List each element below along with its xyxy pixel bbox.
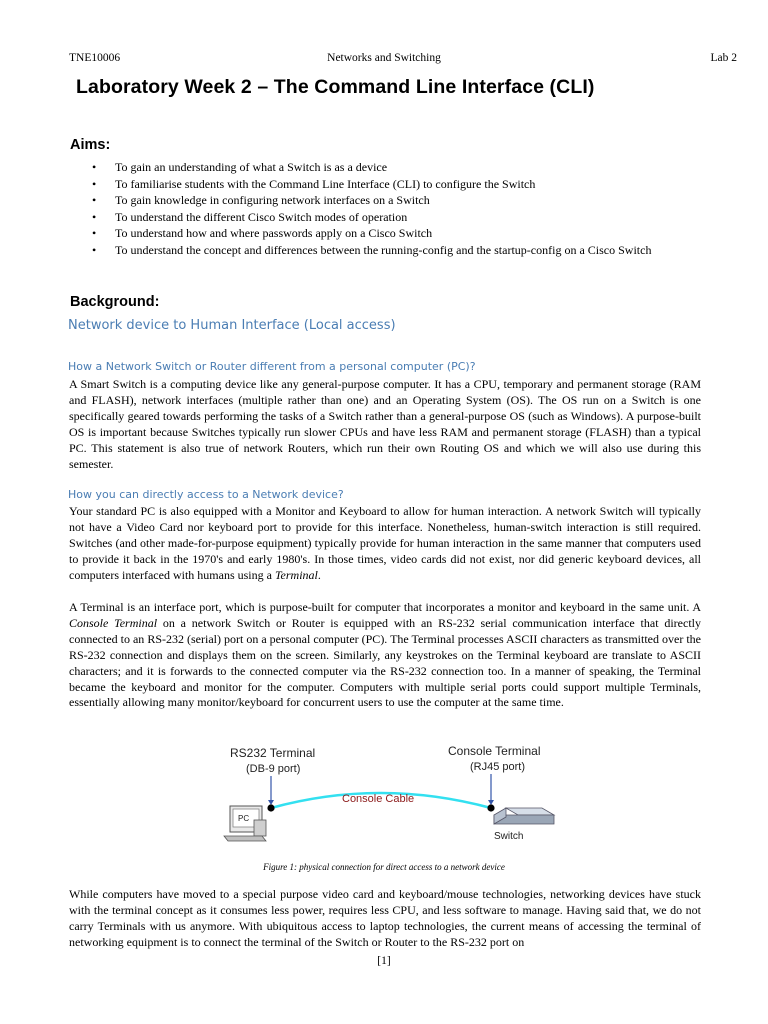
pc-port-dot xyxy=(267,804,274,811)
background-heading: Background: xyxy=(70,294,160,310)
header-course-name: Networks and Switching xyxy=(327,52,441,64)
page-title: Laboratory Week 2 – The Command Line Interface (CLI) xyxy=(76,76,595,98)
right-arrow xyxy=(488,774,494,805)
background-subheading: Network device to Human Interface (Local access) xyxy=(68,318,396,333)
aims-list-item: • To understand the concept and differences between the running-config and the startup-config on a Cisco Switch xyxy=(92,242,652,257)
console-cable-label: Console Cable xyxy=(342,793,415,805)
pc-icon xyxy=(224,806,266,841)
page-number: [1] xyxy=(377,955,391,967)
rj45-label: (RJ45 port) xyxy=(470,761,526,773)
aims-heading: Aims: xyxy=(70,137,111,153)
question-heading-2: How you can directly access to a Network device? xyxy=(68,488,344,501)
console-terminal-label: Console Terminal xyxy=(448,744,541,758)
bullet: • xyxy=(92,209,97,224)
bullet: • xyxy=(92,160,97,174)
paragraph-terminal: A Terminal is an interface port, which is purpose-built for computer that incorporates a monitor and keyboard in the same unit. A Console Terminal on a network Switch or Router is equipped with an RS-232 serial communication interface that directly connected to an RS-232 (serial) port on a personal computer (PC). The Terminal processes ASCII characters as transmitted over the RS-232 connection and displays them on the screen. Similarly, any keystrokes on the Terminal keyboard are translate to ASCII characters; and it is forwards to the connected computer via the RS-232 connection too. In a manner of speaking, the Terminal became the keyboard and monitor for the computer. Computers with multiple serial ports could support multiple Terminals, essentially allowing many monitor/keyboard for concurrent users to use the computer at the same time. xyxy=(69,600,701,710)
pc-label: PC xyxy=(238,814,250,823)
aims-list-item: • To familiarise students with the Command Line Interface (CLI) to configure the Switch xyxy=(92,176,536,191)
paragraph-switch-vs-pc: A Smart Switch is a computing device like any general-purpose computer. It has a CPU, temporary and permanent storage (RAM and FLASH), network interfaces (multiple rather than one) and an Operating System (OS). The OS run on a Switch is one specifically geared towards performing the tasks of a Switch rather than a general-purpose OS (such as Windows). A purpose-built OS is important because Switches typically run slower CPUs and have less RAM and permanent storage (FLASH) than a typical PC. This statement is also true of network Routers, which run their own Routing OS and which we will also use during this semester. xyxy=(69,377,701,471)
aims-list xyxy=(92,159,651,259)
aims-list-item: • To gain an understanding of what a Switch is as a device xyxy=(92,160,388,174)
db9-label: (DB-9 port) xyxy=(246,763,301,775)
paragraph-direct-access: Your standard PC is also equipped with a Monitor and Keyboard to allow for human interaction. A network Switch will typically not have a Video Card nor keyboard port to provide for this interface. Nonetheless, human-switch interaction is still required. Switches (and other made-for-purpose equipment) typically provide for human interaction in the same manner that computers used to provide it back in the 1970's and early 1980's. In those times, video cards did not exist, nor did generic keyboard devices, all computers interfaced with humans using a Terminal. xyxy=(69,504,701,582)
rs232-label: RS232 Terminal xyxy=(230,746,316,760)
header-course-code: TNE10006 xyxy=(69,52,121,64)
bullet: • xyxy=(92,176,97,191)
bullet: • xyxy=(92,193,97,208)
bullet: • xyxy=(92,242,97,257)
aims-list-item: • To gain knowledge in configuring network interfaces on a Switch xyxy=(92,193,430,208)
question-heading-1: How a Network Switch or Router different from a personal computer (PC)? xyxy=(68,360,476,373)
switch-port-dot xyxy=(487,804,494,811)
switch-icon xyxy=(494,808,554,842)
left-arrow xyxy=(268,776,274,805)
switch-label: Switch xyxy=(494,831,524,842)
figure-caption: Figure 1: physical connection for direct access to a network device xyxy=(263,862,505,872)
aims-list-item: • To understand the different Cisco Switch modes of operation xyxy=(92,209,408,224)
console-connection-diagram xyxy=(210,738,570,848)
bullet: • xyxy=(92,226,97,241)
aims-list-item: • To understand how and where passwords apply on a Cisco Switch xyxy=(92,226,433,241)
paragraph-modern-access: While computers have moved to a special purpose video card and keyboard/mouse technologies, networking devices have stuck with the terminal concept as it consumes less power, requires less CPU, and less software to manage. Having said that, we do not carry Terminals with us anymore. With ubiquitous access to laptop technologies, the current means of accessing the terminal of networking equipment is to connect the terminal of the Switch or Router to the RS-232 port on xyxy=(69,887,701,949)
header-lab: Lab 2 xyxy=(710,52,737,64)
